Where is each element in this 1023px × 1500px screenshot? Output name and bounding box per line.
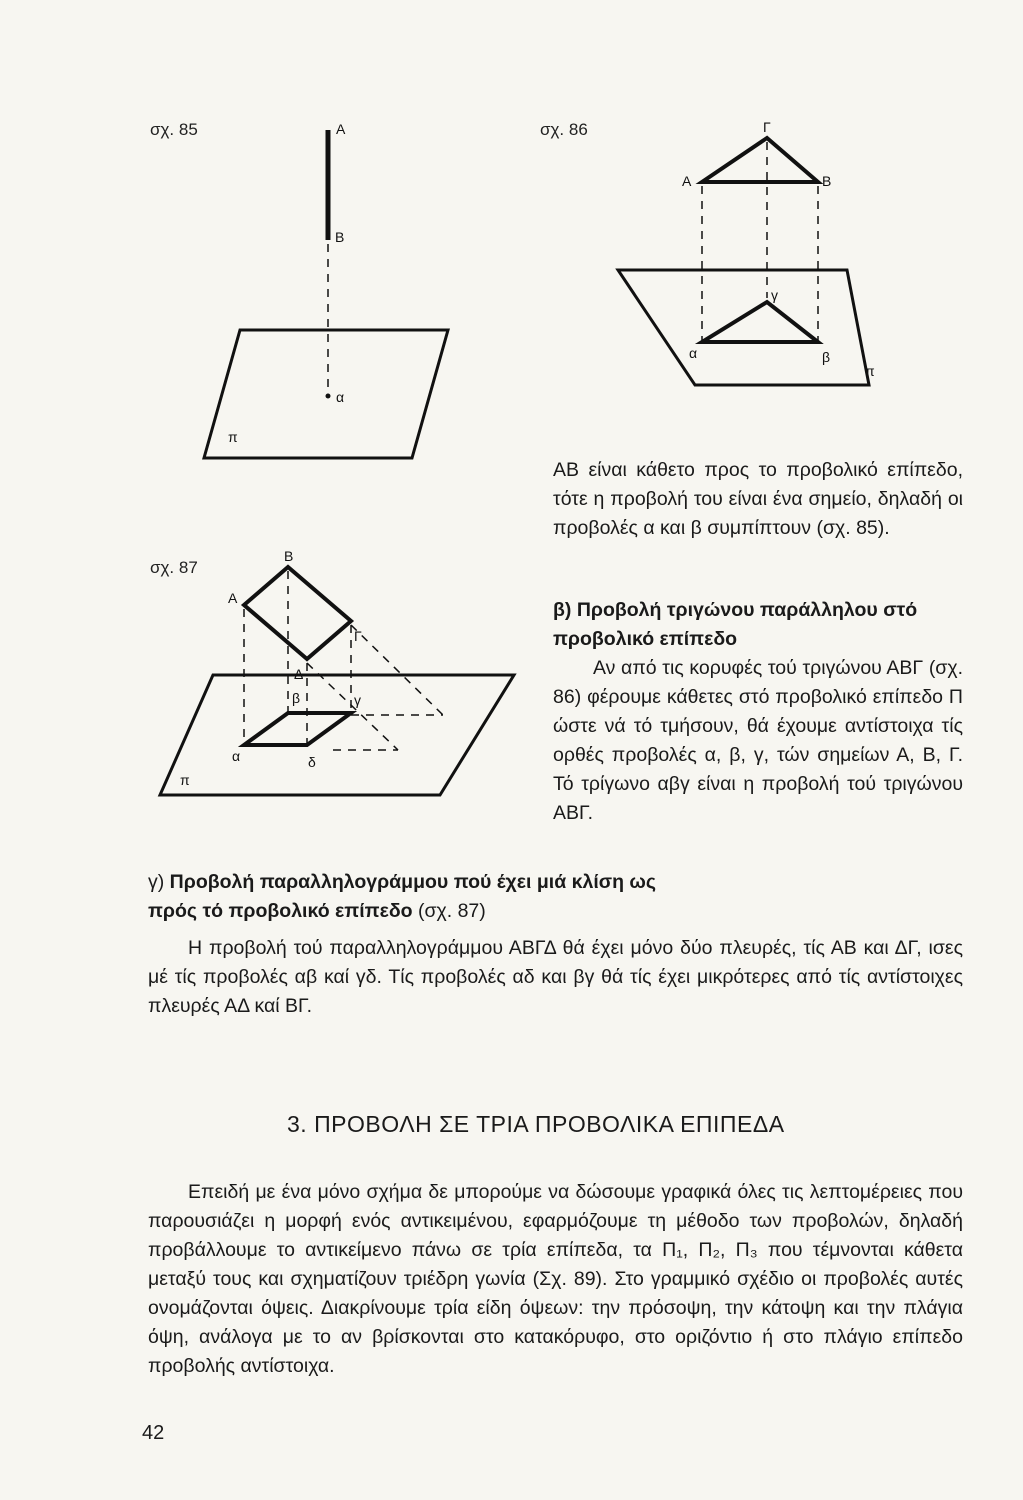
page-number: 42: [142, 1422, 165, 1444]
fig87-label-b: β: [292, 690, 301, 706]
fig86-label-plane: π: [865, 363, 875, 379]
heading-triangle-projection: β) Προβολή τριγώνου παράλληλου στό προβολικό επίπεδο: [553, 599, 918, 650]
fig86-plane: [618, 270, 869, 385]
fig86-triangle-abg: [702, 302, 818, 342]
fig85-label-plane: π: [228, 429, 238, 445]
heading-parallelogram-projection: [148, 868, 708, 926]
fig86-label-g: γ: [771, 287, 778, 303]
fig86-label-B: B: [822, 173, 832, 189]
figure-85-label: σχ. 85: [150, 120, 198, 139]
heading-parallelogram-title: Προβολή παραλληλογράμμου πού έχει μιά κλίση ως πρός τό προβολικό επίπεδο: [148, 871, 657, 922]
fig85-plane: [204, 330, 448, 458]
fig87-plane: [160, 675, 514, 795]
paragraph-perpendicular-projection: ΑΒ είναι κάθετο προς το προβολικό επίπεδο, τότε η προβολή του είναι ένα σημείο, δηλαδή οι προβολές α και β συμπίπτουν (σχ. 85).: [553, 459, 963, 539]
fig87-label-G: Γ: [354, 628, 362, 644]
paragraph-triangle-projection: Αν από τις κορυφές τού τριγώνου ΑΒΓ (σχ. 86) φέρουμε κάθετες στό προβολικό επίπεδο Π ώστε νά τό τμήσουν, θά έχουμε αντίστοιχα τίς ορθές προβολές α, β, γ, τών σημείων Α, Β, Γ. Τό τρίγωνο αβγ είναι η προβολή τού τριγώνου ΑΒΓ.: [553, 657, 963, 824]
figure-87-diagram: [158, 545, 518, 805]
fig86-label-A: A: [682, 173, 692, 189]
fig86-triangle-ABG: [702, 138, 818, 182]
paragraph-parallelogram-projection: Η προβολή τού παραλληλογράμμου ΑΒΓΔ θά έχει μόνο δύο πλευρές, τίς ΑΒ και ΔΓ, ισες μέ τίς προβολές αβ καί γδ. Τίς προβολές αδ και βγ θά τίς έχει μικρότερες από τίς αντίστοιχες πλευρές ΑΔ καί ΒΓ.: [148, 937, 963, 1017]
fig85-point-a: [326, 394, 331, 399]
fig85-label-B: B: [335, 229, 345, 245]
fig85-label-a: α: [336, 389, 345, 405]
fig86-label-b: β: [822, 349, 831, 365]
fig87-label-A: A: [228, 590, 238, 606]
fig87-label-g: γ: [354, 692, 361, 708]
section-heading-three-planes: 3. ΠΡΟΒΟΛΗ ΣΕ ΤΡΙΑ ΠΡΟΒΟΛΙΚΑ ΕΠΙΠΕΔΑ: [287, 1111, 785, 1137]
fig87-label-D: Δ: [294, 666, 304, 682]
figure-87-label: σχ. 87: [150, 558, 198, 577]
fig87-label-B: B: [284, 548, 294, 564]
fig87-parallelogram-abgd: [244, 713, 351, 745]
fig87-ray-upper: [351, 625, 443, 715]
fig86-label-G: Γ: [763, 119, 771, 135]
fig87-label-plane: π: [180, 772, 190, 788]
heading-parallelogram-prefix: γ): [148, 871, 165, 893]
figure-86-label: σχ. 86: [540, 120, 588, 139]
fig87-label-d: δ: [308, 754, 316, 770]
figure-86-diagram: [615, 120, 875, 390]
fig86-label-a: α: [689, 345, 698, 361]
figure-85-diagram: [190, 120, 470, 465]
fig85-label-A: A: [336, 121, 346, 137]
paragraph-three-planes: Επειδή με ένα μόνο σχήμα δε μπορούμε να δώσουμε γραφικά όλες τις λεπτομέρειες που παρουσιάζει η μορφή ενός αντικειμένου, εφαρμόζουμε τη μέθοδο των προβολών, δηλαδή προβάλλουμε το αντικείμενο πάνω σε τρία επίπεδα, τα Π₁, Π₂, Π₃ που τέμνονται κάθετα μεταξύ τους και σχηματίζουν τριέδρη γωνία (Σχ. 89). Στο γραμμικό σχέδιο οι προβολές αυτές ονομάζονται όψεις. Διακρίνουμε τρία είδη όψεων: την πρόσοψη, την κάτοψη και την πλάγια όψη, ανάλογα με το αν βρίσκονται στο κατακόρυφο, στο οριζόντιο ή στο πλάγιο επίπεδο προβολής αντίστοιχα.: [148, 1181, 963, 1377]
heading-parallelogram-ref: (σχ. 87): [417, 900, 486, 922]
fig87-label-a: α: [232, 748, 241, 764]
fig87-parallelogram-ABGD: [244, 567, 351, 659]
